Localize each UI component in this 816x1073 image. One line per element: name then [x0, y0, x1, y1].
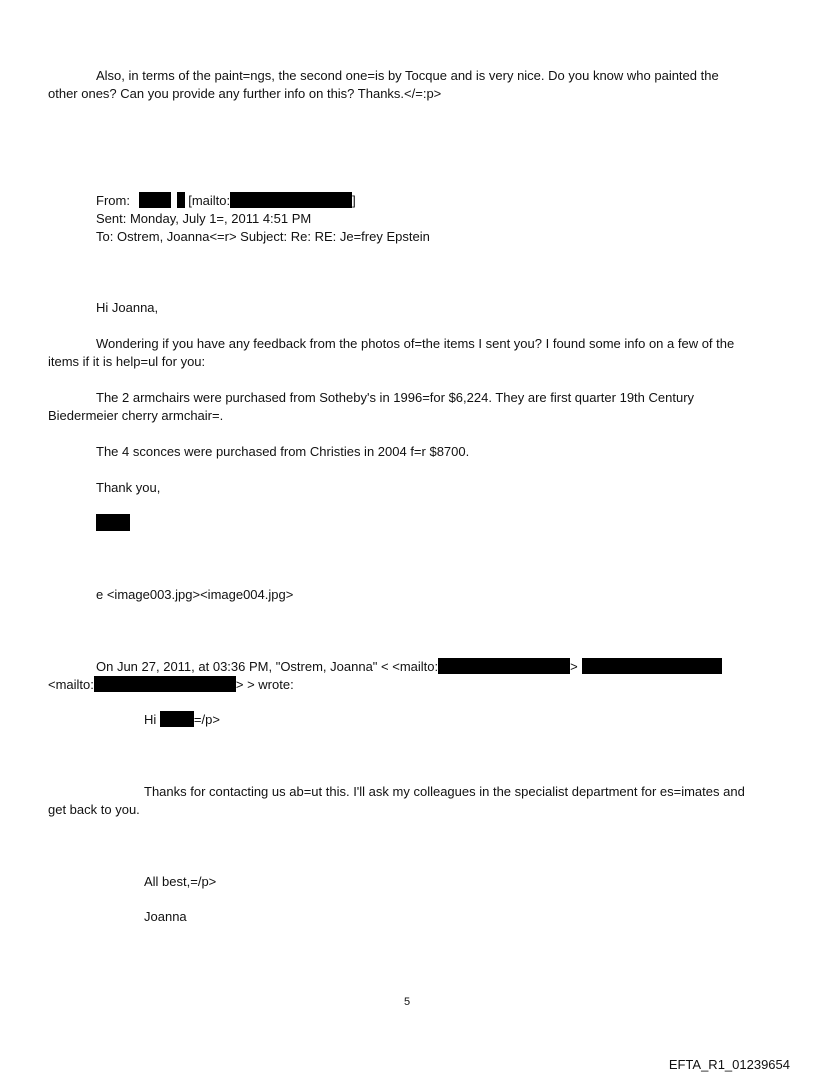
- to-subject-line: To: Ostrem, Joanna<=r> Subject: Re: RE: Je=frey Epstein: [96, 229, 430, 244]
- redaction-box: [139, 192, 171, 208]
- body-para-1-line-1: Wondering if you have any feedback from the photos of=the items I sent you? I found some info on a few of the: [96, 336, 735, 351]
- attachments-line: e <image003.jpg><image004.jpg>: [96, 587, 294, 602]
- redaction-box: [582, 658, 722, 674]
- quoted-signature: Joanna: [144, 909, 187, 924]
- greeting: Hi Joanna,: [96, 300, 159, 315]
- mailto-label: [mailto:: [188, 193, 231, 208]
- quoted-intro-text: On Jun 27, 2011, at 03:36 PM, "Ostrem, Joanna" < <mailto:: [96, 659, 439, 674]
- body-para-2-line-1: The 2 armchairs were purchased from Sotheby's in 1996=for $6,224. They are first quarter 19th Century: [96, 390, 695, 405]
- redaction-box: [94, 676, 236, 692]
- quoted-thanks-line-1: Thanks for contacting us ab=ut this. I'll ask my colleagues in the specialist department for es=imates and: [144, 784, 745, 799]
- sent-line: Sent: Monday, July 1=, 2011 4:51 PM: [96, 211, 312, 226]
- quoted-hi-line: [144, 711, 220, 728]
- top-paragraph-line-2: other ones? Can you provide any further info on this? Thanks.</=:p>: [48, 86, 442, 101]
- quoted-all-best: All best,=/p>: [144, 874, 217, 889]
- body-para-3: The 4 sconces were purchased from Christies in 2004 f=r $8700.: [96, 444, 470, 459]
- quoted-intro-line-1: [96, 658, 722, 675]
- quoted-intro-line-2: [48, 676, 294, 693]
- quoted-hi-tail: =/p>: [193, 712, 220, 727]
- page-number: 5: [404, 996, 411, 1008]
- redaction-box: [177, 192, 185, 208]
- signature-redaction: [96, 514, 130, 531]
- quoted-mailto: <mailto:: [48, 677, 94, 692]
- redaction-box: [438, 658, 570, 674]
- quoted-wrote: > > wrote:: [235, 677, 294, 692]
- body-para-2-line-2: Biedermeier cherry armchair=.: [48, 408, 224, 423]
- from-label: From:: [96, 193, 130, 208]
- document-id: EFTA_R1_01239654: [668, 1057, 790, 1072]
- quoted-thanks-line-2: get back to you.: [48, 802, 140, 817]
- quoted-intro-close: >: [570, 659, 578, 674]
- redaction-box: [230, 192, 352, 208]
- body-para-1-line-2: items if it is help=ul for you:: [48, 354, 206, 369]
- top-paragraph-line-1: Also, in terms of the paint=ngs, the second one=is by Tocque and is very nice. Do you know who painted the: [96, 68, 719, 83]
- from-line: [96, 192, 356, 209]
- closing: Thank you,: [96, 480, 161, 495]
- mailto-close: ]: [352, 193, 356, 208]
- quoted-hi-label: Hi: [144, 712, 157, 727]
- redaction-box: [160, 711, 194, 727]
